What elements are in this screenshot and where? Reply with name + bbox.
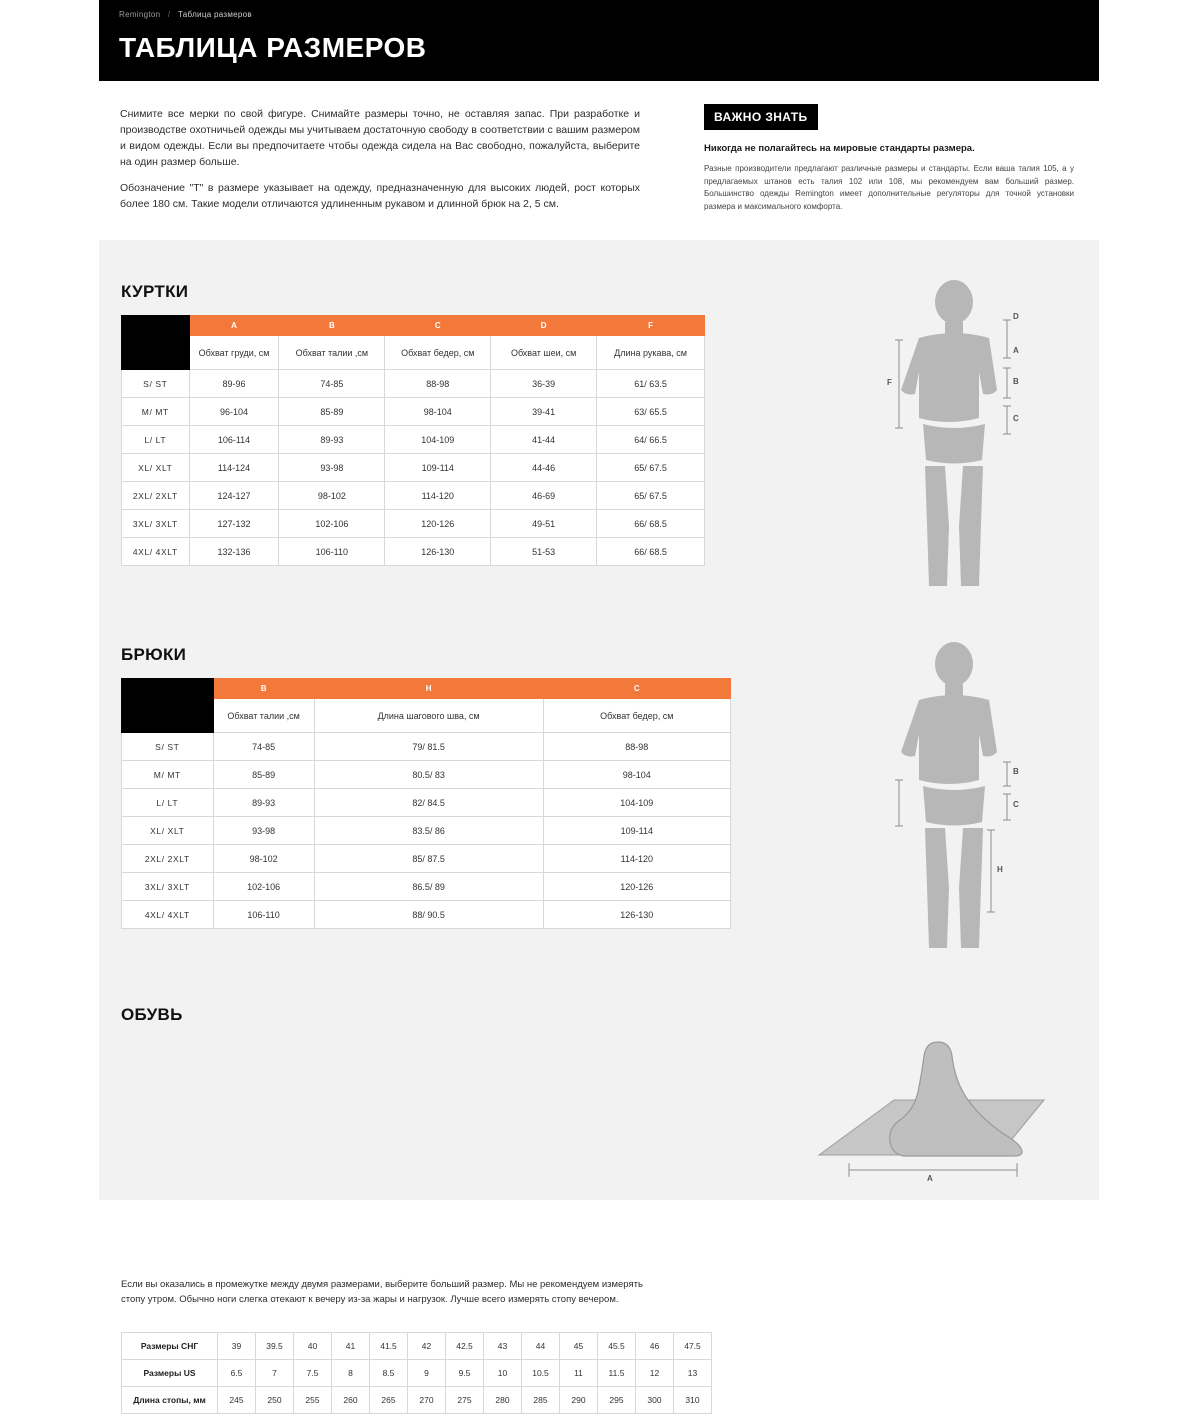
jackets-measure-chest: Обхват груди, см (189, 336, 279, 370)
jackets-letter-d: D (491, 316, 597, 336)
shoes-table (121, 1332, 712, 1414)
pants-cell-2-2: 104-109 (543, 789, 730, 817)
pants-table-body (122, 699, 731, 929)
pants-letter-b: B (213, 679, 314, 699)
pants-size-1: M/ MT (122, 761, 214, 789)
shoes-cell-2-8: 285 (522, 1387, 560, 1414)
shoes-cell-1-7: 10 (484, 1360, 522, 1387)
pants-table-head (122, 679, 731, 699)
jackets-cell-1-1: 85-89 (279, 398, 385, 426)
jackets-cell-3-0: 114-124 (189, 454, 279, 482)
pants-size-5: 3XL/ 3XLT (122, 873, 214, 901)
jackets-cell-5-2: 120-126 (385, 510, 491, 538)
table-row (122, 789, 731, 817)
pants-cell-1-2: 98-104 (543, 761, 730, 789)
pants-corner (122, 679, 214, 699)
shoes-cell-1-6: 9.5 (446, 1360, 484, 1387)
pants-cell-0-2: 88-98 (543, 733, 730, 761)
jackets-measure-neck: Обхват шеи, см (491, 336, 597, 370)
intro-paragraph-2: Обозначение "Т" в размере указывает на одежду, предназначенную для высоких людей, рост которых более 180 см. Такие модели отличаются удлиненным рукавом и длинной брюк на 2, 5 см. (120, 182, 640, 210)
shoes-cell-1-1: 7 (256, 1360, 294, 1387)
breadcrumb-root[interactable]: Remington (119, 10, 161, 19)
shoes-title: ОБУВЬ (121, 1005, 183, 1024)
jackets-cell-0-1: 74-85 (279, 370, 385, 398)
pants-table (121, 678, 731, 929)
shoes-cell-1-9: 11 (560, 1360, 598, 1387)
pants-label-h: H (997, 865, 1003, 874)
shoes-cell-0-7: 43 (484, 1333, 522, 1360)
table-row (122, 538, 705, 566)
shoes-cell-2-2: 255 (294, 1387, 332, 1414)
table-row (122, 733, 731, 761)
jackets-table-head (122, 316, 705, 336)
shoes-cell-2-4: 265 (370, 1387, 408, 1414)
jackets-letter-b: B (279, 316, 385, 336)
shoes-cell-0-12: 47.5 (674, 1333, 712, 1360)
pants-cell-2-1: 82/ 84.5 (314, 789, 543, 817)
shoes-cell-0-0: 39 (218, 1333, 256, 1360)
jacket-measure-figure (839, 278, 1069, 598)
jackets-cell-5-4: 66/ 68.5 (597, 510, 705, 538)
jackets-cell-6-2: 126-130 (385, 538, 491, 566)
pants-cell-6-1: 88/ 90.5 (314, 901, 543, 929)
table-row (122, 1360, 712, 1387)
shoes-cell-0-6: 42.5 (446, 1333, 484, 1360)
pants-letter-h: H (314, 679, 543, 699)
jackets-title: КУРТКИ (121, 282, 189, 301)
shoes-cell-1-11: 12 (636, 1360, 674, 1387)
jackets-cell-1-3: 39-41 (491, 398, 597, 426)
jackets-size-5: 3XL/ 3XLT (122, 510, 190, 538)
table-row (122, 398, 705, 426)
table-row (122, 454, 705, 482)
jackets-cell-5-0: 127-132 (189, 510, 279, 538)
pants-size-0: S/ ST (122, 733, 214, 761)
table-row (122, 426, 705, 454)
jackets-size-4: 2XL/ 2XLT (122, 482, 190, 510)
pants-cell-1-0: 85-89 (213, 761, 314, 789)
shoes-cell-1-4: 8.5 (370, 1360, 408, 1387)
breadcrumb-current: Таблица размеров (177, 10, 252, 19)
shoes-cell-2-0: 245 (218, 1387, 256, 1414)
jackets-corner (122, 316, 190, 336)
shoes-cell-0-10: 45.5 (598, 1333, 636, 1360)
jackets-cell-6-0: 132-136 (189, 538, 279, 566)
jackets-letter-f: F (597, 316, 705, 336)
pants-measure-inseam: Длина шагового шва, см (314, 699, 543, 733)
jackets-cell-0-2: 88-98 (385, 370, 491, 398)
shoes-cell-0-11: 46 (636, 1333, 674, 1360)
jackets-measure-corner (122, 336, 190, 370)
shoes-cell-2-1: 250 (256, 1387, 294, 1414)
table-row (122, 370, 705, 398)
jackets-measure-waist: Обхват талии ,см (279, 336, 385, 370)
table-row (122, 901, 731, 929)
pants-measure-waist: Обхват талии ,см (213, 699, 314, 733)
breadcrumb (119, 10, 252, 19)
jackets-cell-2-4: 64/ 66.5 (597, 426, 705, 454)
pants-label-b: B (1013, 767, 1019, 776)
important-box (704, 104, 1074, 213)
jackets-letter-c: C (385, 316, 491, 336)
table-row (122, 510, 705, 538)
jackets-size-0: S/ ST (122, 370, 190, 398)
shoes-row-label-0: Размеры СНГ (122, 1333, 218, 1360)
shoes-cell-0-2: 40 (294, 1333, 332, 1360)
shoes-cell-0-3: 41 (332, 1333, 370, 1360)
pants-size-6: 4XL/ 4XLT (122, 901, 214, 929)
jackets-cell-3-4: 65/ 67.5 (597, 454, 705, 482)
jackets-cell-0-0: 89-96 (189, 370, 279, 398)
jackets-cell-3-1: 93-98 (279, 454, 385, 482)
jackets-cell-2-0: 106-114 (189, 426, 279, 454)
jacket-label-b: B (1013, 377, 1019, 386)
pants-size-2: L/ LT (122, 789, 214, 817)
shoes-cell-0-9: 45 (560, 1333, 598, 1360)
table-row (122, 482, 705, 510)
table-row (122, 1333, 712, 1360)
pants-cell-3-2: 109-114 (543, 817, 730, 845)
shoes-cell-2-5: 270 (408, 1387, 446, 1414)
shoes-text: Если вы оказались в промежутке между двумя размерами, выберите больший размер. Мы не рекомендуем измерять стопу утром. Обычно ноги слегка отекают к вечеру из-за жары и нагрузок. Лучше всего измерять стопу вечером. (121, 1279, 643, 1305)
shoes-cell-2-9: 290 (560, 1387, 598, 1414)
pants-size-4: 2XL/ 2XLT (122, 845, 214, 873)
pants-cell-0-1: 79/ 81.5 (314, 733, 543, 761)
foot-label-a: A (927, 1174, 933, 1183)
jackets-cell-0-3: 36-39 (491, 370, 597, 398)
pants-cell-5-2: 120-126 (543, 873, 730, 901)
pants-cell-4-0: 98-102 (213, 845, 314, 873)
pants-measure-hips: Обхват бедер, см (543, 699, 730, 733)
jackets-cell-6-1: 106-110 (279, 538, 385, 566)
shoes-cell-1-8: 10.5 (522, 1360, 560, 1387)
pants-title: БРЮКИ (121, 645, 187, 664)
pants-measure-figure (839, 640, 1069, 960)
jackets-cell-1-4: 63/ 65.5 (597, 398, 705, 426)
jackets-cell-1-2: 98-104 (385, 398, 491, 426)
shoes-cell-0-8: 44 (522, 1333, 560, 1360)
shoes-cell-0-1: 39.5 (256, 1333, 294, 1360)
table-row (122, 761, 731, 789)
jackets-cell-4-4: 65/ 67.5 (597, 482, 705, 510)
jackets-measure-sleeve: Длина рукава, см (597, 336, 705, 370)
foot-measure-figure (799, 1030, 1059, 1185)
jacket-label-c: C (1013, 414, 1019, 423)
important-body: Разные производители предлагают различные размеры и стандарты. Если ваша талия 105, а у предлагаемых штанов есть талия 102 или 108, мы рекомендуем вам больший размер. Большинство одежды Remington имеет дополнительные регуляторы для точной установки размера и максимального комфорта. (704, 164, 1074, 211)
shoes-cell-2-10: 295 (598, 1387, 636, 1414)
pants-cell-5-1: 86.5/ 89 (314, 873, 543, 901)
pants-label-c: C (1013, 800, 1019, 809)
jackets-cell-2-3: 41-44 (491, 426, 597, 454)
intro-section (99, 81, 1099, 240)
page-title: ТАБЛИЦА РАЗМЕРОВ (119, 32, 427, 63)
jackets-cell-4-0: 124-127 (189, 482, 279, 510)
pants-cell-3-1: 83.5/ 86 (314, 817, 543, 845)
pants-measure-row (122, 699, 731, 733)
pants-cell-5-0: 102-106 (213, 873, 314, 901)
jackets-cell-0-4: 61/ 63.5 (597, 370, 705, 398)
pants-cell-3-0: 93-98 (213, 817, 314, 845)
jackets-cell-3-3: 44-46 (491, 454, 597, 482)
shoes-cell-2-6: 275 (446, 1387, 484, 1414)
shoes-cell-2-3: 260 (332, 1387, 370, 1414)
table-row (122, 845, 731, 873)
jacket-label-d: D (1013, 312, 1019, 321)
jackets-measure-row (122, 336, 705, 370)
table-row (122, 1387, 712, 1414)
jacket-label-f: F (887, 378, 892, 387)
jackets-size-2: L/ LT (122, 426, 190, 454)
jackets-cell-5-1: 102-106 (279, 510, 385, 538)
table-row (122, 817, 731, 845)
jackets-cell-6-4: 66/ 68.5 (597, 538, 705, 566)
jackets-cell-4-2: 114-120 (385, 482, 491, 510)
shoes-cell-1-5: 9 (408, 1360, 446, 1387)
jacket-label-a: A (1013, 346, 1019, 355)
pants-letter-c: C (543, 679, 730, 699)
shoes-cell-1-12: 13 (674, 1360, 712, 1387)
jackets-size-3: XL/ XLT (122, 454, 190, 482)
jackets-measure-hips: Обхват бедер, см (385, 336, 491, 370)
shoes-cell-0-5: 42 (408, 1333, 446, 1360)
intro-text (120, 106, 640, 212)
pants-letter-row (122, 679, 731, 699)
jackets-cell-1-0: 96-104 (189, 398, 279, 426)
pants-cell-1-1: 80.5/ 83 (314, 761, 543, 789)
pants-cell-4-2: 114-120 (543, 845, 730, 873)
jackets-cell-4-1: 98-102 (279, 482, 385, 510)
shoes-cell-1-3: 8 (332, 1360, 370, 1387)
shoes-cell-1-2: 7.5 (294, 1360, 332, 1387)
pants-cell-2-0: 89-93 (213, 789, 314, 817)
shoes-row-label-1: Размеры US (122, 1360, 218, 1387)
important-heading: Никогда не полагайтесь на мировые стандарты размера. (704, 143, 975, 154)
jackets-cell-2-1: 89-93 (279, 426, 385, 454)
jackets-letter-row (122, 316, 705, 336)
shoes-cell-2-12: 310 (674, 1387, 712, 1414)
intro-paragraph-1: Снимите все мерки по свой фигуре. Снимайте размеры точно, не оставляя запас. При разработке и производстве охотничьей одежды мы учитываем достаточную свободу в соответствии с вашим размером и видом одежды. Если вы предпочитаете чтобы одежда сидела на Вас свободно, пожалуйста, выберите на один размер больше. (120, 108, 640, 168)
shoes-cell-2-7: 280 (484, 1387, 522, 1414)
important-badge: ВАЖНО ЗНАТЬ (704, 104, 818, 130)
shoes-cell-0-4: 41.5 (370, 1333, 408, 1360)
jackets-size-1: M/ MT (122, 398, 190, 426)
pants-cell-6-2: 126-130 (543, 901, 730, 929)
main-panel (99, 240, 1099, 1405)
jackets-table-body (122, 336, 705, 566)
page-header (99, 0, 1099, 81)
jackets-cell-5-3: 49-51 (491, 510, 597, 538)
table-row (122, 873, 731, 901)
pants-cell-0-0: 74-85 (213, 733, 314, 761)
shoes-cell-1-0: 6.5 (218, 1360, 256, 1387)
pants-measure-corner (122, 699, 214, 733)
breadcrumb-separator: / (167, 10, 171, 19)
jackets-cell-6-3: 51-53 (491, 538, 597, 566)
pants-cell-6-0: 106-110 (213, 901, 314, 929)
shoes-cell-1-10: 11.5 (598, 1360, 636, 1387)
jackets-cell-3-2: 109-114 (385, 454, 491, 482)
jackets-size-6: 4XL/ 4XLT (122, 538, 190, 566)
pants-cell-4-1: 85/ 87.5 (314, 845, 543, 873)
jackets-letter-a: A (189, 316, 279, 336)
jackets-table (121, 315, 705, 566)
shoes-cell-2-11: 300 (636, 1387, 674, 1414)
jackets-cell-4-3: 46-69 (491, 482, 597, 510)
shoes-row-label-2: Длина стопы, мм (122, 1387, 218, 1414)
jackets-cell-2-2: 104-109 (385, 426, 491, 454)
pants-size-3: XL/ XLT (122, 817, 214, 845)
